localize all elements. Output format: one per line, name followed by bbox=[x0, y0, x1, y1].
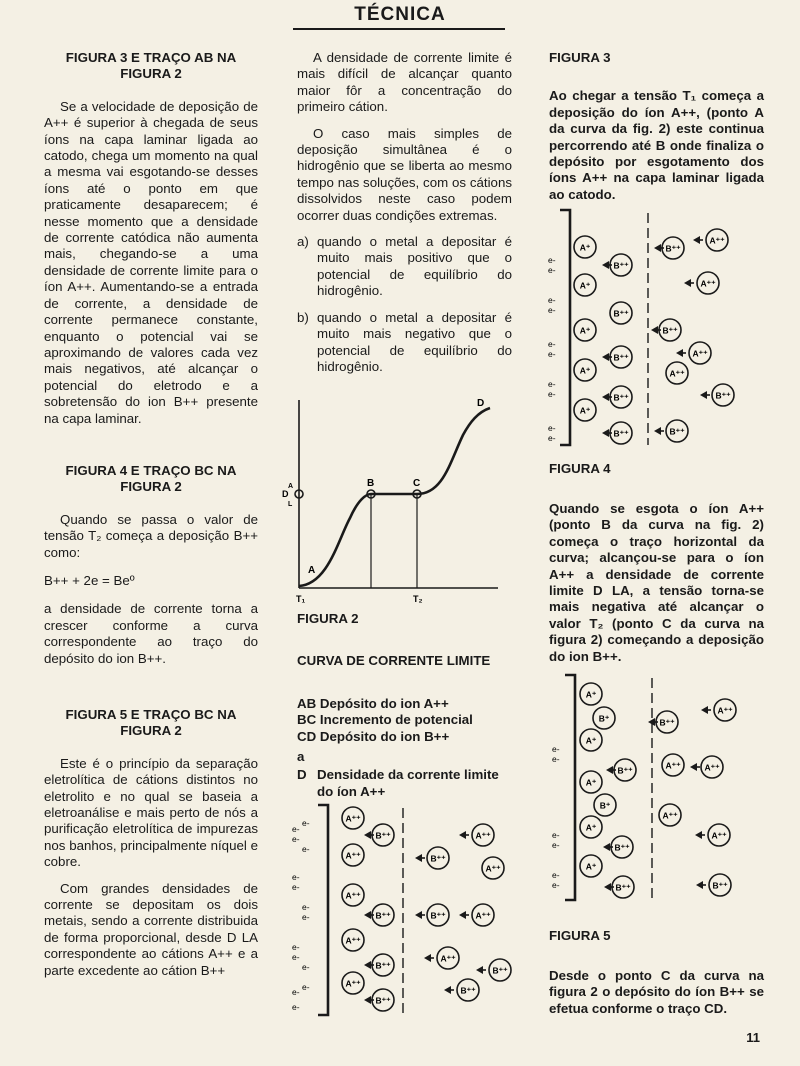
graph-axis-d: D bbox=[282, 489, 289, 499]
arrow-icon bbox=[415, 911, 422, 919]
ion-label: A⁺ bbox=[585, 735, 597, 746]
graph-t1: T₁ bbox=[296, 594, 306, 604]
page-header: TÉCNICA bbox=[354, 4, 446, 25]
ion-label: A⁺⁺ bbox=[709, 235, 725, 246]
ion-label: B⁺⁺ bbox=[375, 960, 391, 971]
electron-label: e- bbox=[302, 962, 310, 972]
electron-label: e- bbox=[552, 840, 560, 850]
column-middle bbox=[297, 50, 512, 375]
arrow-icon bbox=[364, 996, 371, 1004]
figure-2-block bbox=[297, 611, 517, 800]
paragraph-1: A densidade de corrente limite é mais difícil de alcançar quanto maior fôr a concentração do primeiro cátion. bbox=[297, 50, 512, 115]
graph-axis-a: A bbox=[288, 483, 294, 490]
arrow-icon bbox=[690, 763, 697, 771]
legend-row-cd bbox=[297, 729, 517, 745]
electron-label: e- bbox=[292, 952, 300, 962]
curve-legend bbox=[297, 696, 517, 800]
list-item-b bbox=[297, 310, 512, 376]
ion-label: B⁺⁺ bbox=[613, 392, 629, 403]
legend-text: Depósito do ion A++ bbox=[319, 695, 449, 711]
cathode-icon bbox=[560, 210, 570, 445]
ion-label: B⁺⁺ bbox=[492, 965, 508, 976]
ion-label: A⁺⁺ bbox=[475, 830, 491, 841]
figure-2-graph bbox=[278, 390, 518, 620]
electron-label: e- bbox=[552, 880, 560, 890]
ion-label: A⁺ bbox=[579, 325, 591, 336]
arrow-icon bbox=[459, 911, 466, 919]
electron-label: e- bbox=[548, 305, 556, 315]
ion-label: B⁺⁺ bbox=[430, 910, 446, 921]
arrow-icon bbox=[695, 831, 702, 839]
arrow-icon bbox=[701, 706, 708, 714]
ion-label: B⁺⁺ bbox=[613, 352, 629, 363]
electron-label: e- bbox=[548, 379, 556, 389]
legend-key: CD bbox=[297, 728, 317, 744]
electron-label: e- bbox=[548, 389, 556, 399]
arrow-icon bbox=[476, 966, 483, 974]
arrow-icon bbox=[684, 279, 691, 287]
ion-label: B⁺⁺ bbox=[669, 426, 685, 437]
ion-label: B⁺⁺ bbox=[614, 842, 630, 853]
curve-title: CURVA DE CORRENTE LIMITE bbox=[297, 653, 491, 669]
ion-label: B⁺ bbox=[598, 713, 610, 724]
cathode-icon bbox=[565, 675, 575, 900]
electron-label: e- bbox=[552, 830, 560, 840]
graph-point-b: B bbox=[367, 478, 375, 489]
arrow-icon bbox=[444, 986, 451, 994]
ion-label: A⁺⁺ bbox=[440, 953, 456, 964]
arrow-icon bbox=[651, 326, 658, 334]
graph-t2: T₂ bbox=[413, 594, 423, 604]
legend-a: a bbox=[297, 749, 305, 765]
page-number: 11 bbox=[746, 1030, 760, 1045]
fig4-text: Quando se esgota o íon A++ (ponto B da curva na fig. 2) começa o traço horizontal da curva; alcançou-se para o íon A++ a densidade de corrente limite D LA, a tensão torna-se mais negativa até alcançar o valor T₂ (ponto C da curva na figura 2) começando a deposição do ion B++. bbox=[549, 501, 764, 664]
ion-label: A⁺⁺ bbox=[662, 810, 678, 821]
electron-label: e- bbox=[552, 870, 560, 880]
electron-label: e- bbox=[292, 942, 300, 952]
arrow-icon bbox=[364, 911, 371, 919]
ion-label: A⁺⁺ bbox=[711, 830, 727, 841]
electron-label: e- bbox=[548, 349, 556, 359]
figure-4-diagram bbox=[540, 670, 770, 920]
graph-point-d: D bbox=[477, 398, 485, 409]
ion-label: A⁺ bbox=[579, 242, 591, 253]
arrow-icon bbox=[364, 961, 371, 969]
ion-label: B⁺⁺ bbox=[460, 985, 476, 996]
fig4-title: FIGURA 4 bbox=[549, 461, 611, 476]
arrow-icon bbox=[676, 349, 683, 357]
ion-label: A⁺⁺ bbox=[345, 890, 361, 901]
ion-label: A⁺⁺ bbox=[345, 978, 361, 989]
electron-label: e- bbox=[548, 255, 556, 265]
electron-label: e- bbox=[548, 265, 556, 275]
ion-label: B⁺⁺ bbox=[430, 853, 446, 864]
ion-label: B⁺⁺ bbox=[375, 830, 391, 841]
arrow-icon bbox=[424, 954, 431, 962]
ion-label: A⁺ bbox=[585, 822, 597, 833]
ion-label: A⁺⁺ bbox=[700, 278, 716, 289]
electron-label: e- bbox=[292, 882, 300, 892]
arrow-icon bbox=[700, 391, 707, 399]
electron-label: e- bbox=[302, 818, 310, 828]
arrow-icon bbox=[602, 261, 609, 269]
arrow-icon bbox=[602, 393, 609, 401]
ion-label: A⁺ bbox=[579, 365, 591, 376]
electron-label: e- bbox=[292, 872, 300, 882]
arrow-icon bbox=[603, 843, 610, 851]
fig3-title: FIGURA 3 bbox=[549, 50, 611, 65]
arrow-icon bbox=[602, 353, 609, 361]
ion-label: B⁺⁺ bbox=[665, 243, 681, 254]
legend-key: AB bbox=[297, 695, 317, 711]
ion-label: A⁺⁺ bbox=[669, 368, 685, 379]
electron-label: e- bbox=[548, 433, 556, 443]
ion-label: A⁺⁺ bbox=[345, 850, 361, 861]
ion-label: A⁺⁺ bbox=[485, 863, 501, 874]
electron-label: e- bbox=[292, 834, 300, 844]
ion-label: A⁺ bbox=[585, 689, 597, 700]
section-text-fig3: Se a velocidade de deposição de A++ é superior à chegada de seus íons na capa laminar ligada ao catodo, chega um momento na qual a mesma vai esgotando-se desses íons até o ponto em que praticamente desaparecem; é nesse momento que a densidade de corrente catódica não aumenta mais, chegando-se a uma densidade de corrente limite para o íon A++. Aumentando-se a entrada de corrente, a densidade de corrente permanece constante, enquanto o potencial vai se aproximando de valores cada vez mais negativos, até alcançar o potencial do eletrodo e a sobretensão do ion B++ presente na capa laminar. bbox=[44, 98, 258, 426]
ion-label: A⁺⁺ bbox=[345, 813, 361, 824]
legend-text: Depósito do ion B++ bbox=[319, 728, 450, 744]
ion-label: B⁺⁺ bbox=[659, 717, 675, 728]
electron-label: e- bbox=[302, 982, 310, 992]
ion-label: B⁺⁺ bbox=[375, 910, 391, 921]
electron-label: e- bbox=[292, 824, 300, 834]
fig5-text: Desde o ponto C da curva na figura 2 o depósito do íon B++ se efetua conforme o traço CD. bbox=[549, 968, 764, 1016]
ion-label: B⁺⁺ bbox=[613, 428, 629, 439]
header-rule bbox=[293, 28, 505, 30]
legend-key: BC bbox=[297, 712, 317, 728]
ion-label: A⁺ bbox=[579, 280, 591, 291]
equation: B++ + 2e = Beº bbox=[44, 572, 135, 588]
arrow-icon bbox=[654, 427, 661, 435]
section-text-fig5: Este é o princípio da separação eletrolítica de cátions distintos no eletrolito e no qual se baseia a eletroanálise e mais perto de nós a purificação eletrolítica de impurezas nos banhos, principalmente níquel e cobre. bbox=[44, 755, 258, 870]
list-item-a bbox=[297, 234, 512, 300]
electron-label: e- bbox=[302, 902, 310, 912]
fig3-text: Ao chegar a tensão T₁ começa a deposição do íon A++, (ponto A da curva da fig. 2) este continua percorrendo até B onde finaliza o depósito por esgotamento dos íons A++ na capa laminar ligada ao catodo. bbox=[549, 88, 764, 202]
electron-label: e- bbox=[548, 423, 556, 433]
column-left bbox=[44, 50, 258, 989]
arrow-icon bbox=[606, 766, 613, 774]
ion-label: B⁺⁺ bbox=[375, 995, 391, 1006]
electron-label: e- bbox=[548, 339, 556, 349]
electron-label: e- bbox=[552, 754, 560, 764]
figure-3-diagram bbox=[540, 205, 770, 455]
list-text-b: quando o metal a depositar é muito mais negativo que o potencial de equilíbrio do hidrogênio. bbox=[317, 309, 512, 374]
ion-label: B⁺⁺ bbox=[613, 260, 629, 271]
ion-label: B⁺⁺ bbox=[615, 882, 631, 893]
fig5-title: FIGURA 5 bbox=[549, 928, 611, 943]
arrow-icon bbox=[654, 244, 661, 252]
ion-label: A⁺ bbox=[579, 405, 591, 416]
section-title-fig4: FIGURA 4 E TRAÇO BC NA FIGURA 2 bbox=[65, 462, 237, 495]
graph-point-c: C bbox=[413, 478, 421, 489]
arrow-icon bbox=[415, 854, 422, 862]
electron-label: e- bbox=[552, 744, 560, 754]
graph-axis-l: L bbox=[288, 501, 293, 508]
section-text-fig5-b: Com grandes densidades de corrente se depositam os dois metais, sendo a corrente distribuida de forma proporcional, desde D LA correspondente ao cátions A++ e a parte excedente ao cátion B++ bbox=[44, 880, 258, 978]
ion-label: A⁺⁺ bbox=[704, 762, 720, 773]
arrow-icon bbox=[459, 831, 466, 839]
electron-label: e- bbox=[302, 844, 310, 854]
legend-text: Incremento de potencial bbox=[319, 712, 473, 728]
arrow-icon bbox=[604, 883, 611, 891]
ion-label: B⁺⁺ bbox=[662, 325, 678, 336]
ion-label: A⁺⁺ bbox=[345, 935, 361, 946]
electron-label: e- bbox=[292, 1002, 300, 1012]
ion-label: A⁺⁺ bbox=[717, 705, 733, 716]
arrow-icon bbox=[364, 831, 371, 839]
graph-point-a: A bbox=[308, 565, 316, 576]
ion-label: A⁺ bbox=[585, 861, 597, 872]
figure-2-caption: FIGURA 2 bbox=[297, 611, 359, 626]
list-marker-b: b) bbox=[297, 309, 309, 325]
ion-label: A⁺⁺ bbox=[665, 760, 681, 771]
section-title-fig5: FIGURA 5 E TRAÇO BC NA FIGURA 2 bbox=[65, 707, 237, 739]
column-right bbox=[549, 50, 764, 213]
list-marker-a: a) bbox=[297, 234, 309, 250]
electron-label: e- bbox=[548, 295, 556, 305]
ion-label: A⁺⁺ bbox=[475, 910, 491, 921]
legend-row-d bbox=[297, 767, 517, 800]
middle-diagram bbox=[288, 800, 518, 1020]
paragraph-2: O caso mais simples de deposição simultânea é o hidrogênio que se liberta ao mesmo tempo nas soluções, com os cátions dissolvidos neste caso podem ocorrer duas condições extremas. bbox=[297, 125, 512, 223]
section-text-fig4: Quando se passa o valor de tensão T₂ começa a deposição B++ como: bbox=[44, 511, 258, 560]
ion-label: B⁺⁺ bbox=[712, 880, 728, 891]
electron-label: e- bbox=[292, 987, 300, 997]
electron-label: e- bbox=[302, 912, 310, 922]
legend-text: Densidade da corrente limite do íon A++ bbox=[317, 767, 499, 799]
list-text-a: quando o metal a depositar é muito mais positivo que o potencial de equilíbrio do hidrogênio. bbox=[317, 234, 512, 299]
arrow-icon bbox=[693, 236, 700, 244]
ion-label: B⁺⁺ bbox=[715, 390, 731, 401]
ion-label: A⁺⁺ bbox=[692, 348, 708, 359]
legend-key: D bbox=[297, 767, 307, 783]
ion-label: B⁺⁺ bbox=[613, 308, 629, 319]
arrow-icon bbox=[602, 429, 609, 437]
legend-row-ab bbox=[297, 696, 517, 712]
ion-label: A⁺ bbox=[585, 777, 597, 788]
section-text-fig4-b: a densidade de corrente torna a crescer conforme a curva correspondente ao traço do depósito do ion B++. bbox=[44, 601, 258, 666]
ion-label: B⁺⁺ bbox=[617, 765, 633, 776]
ion-label: B⁺ bbox=[599, 800, 611, 811]
arrow-icon bbox=[696, 881, 703, 889]
cathode-icon bbox=[318, 805, 328, 1015]
legend-row-bc bbox=[297, 712, 517, 728]
section-title-fig3: FIGURA 3 E TRAÇO AB NA FIGURA 2 bbox=[65, 50, 237, 82]
